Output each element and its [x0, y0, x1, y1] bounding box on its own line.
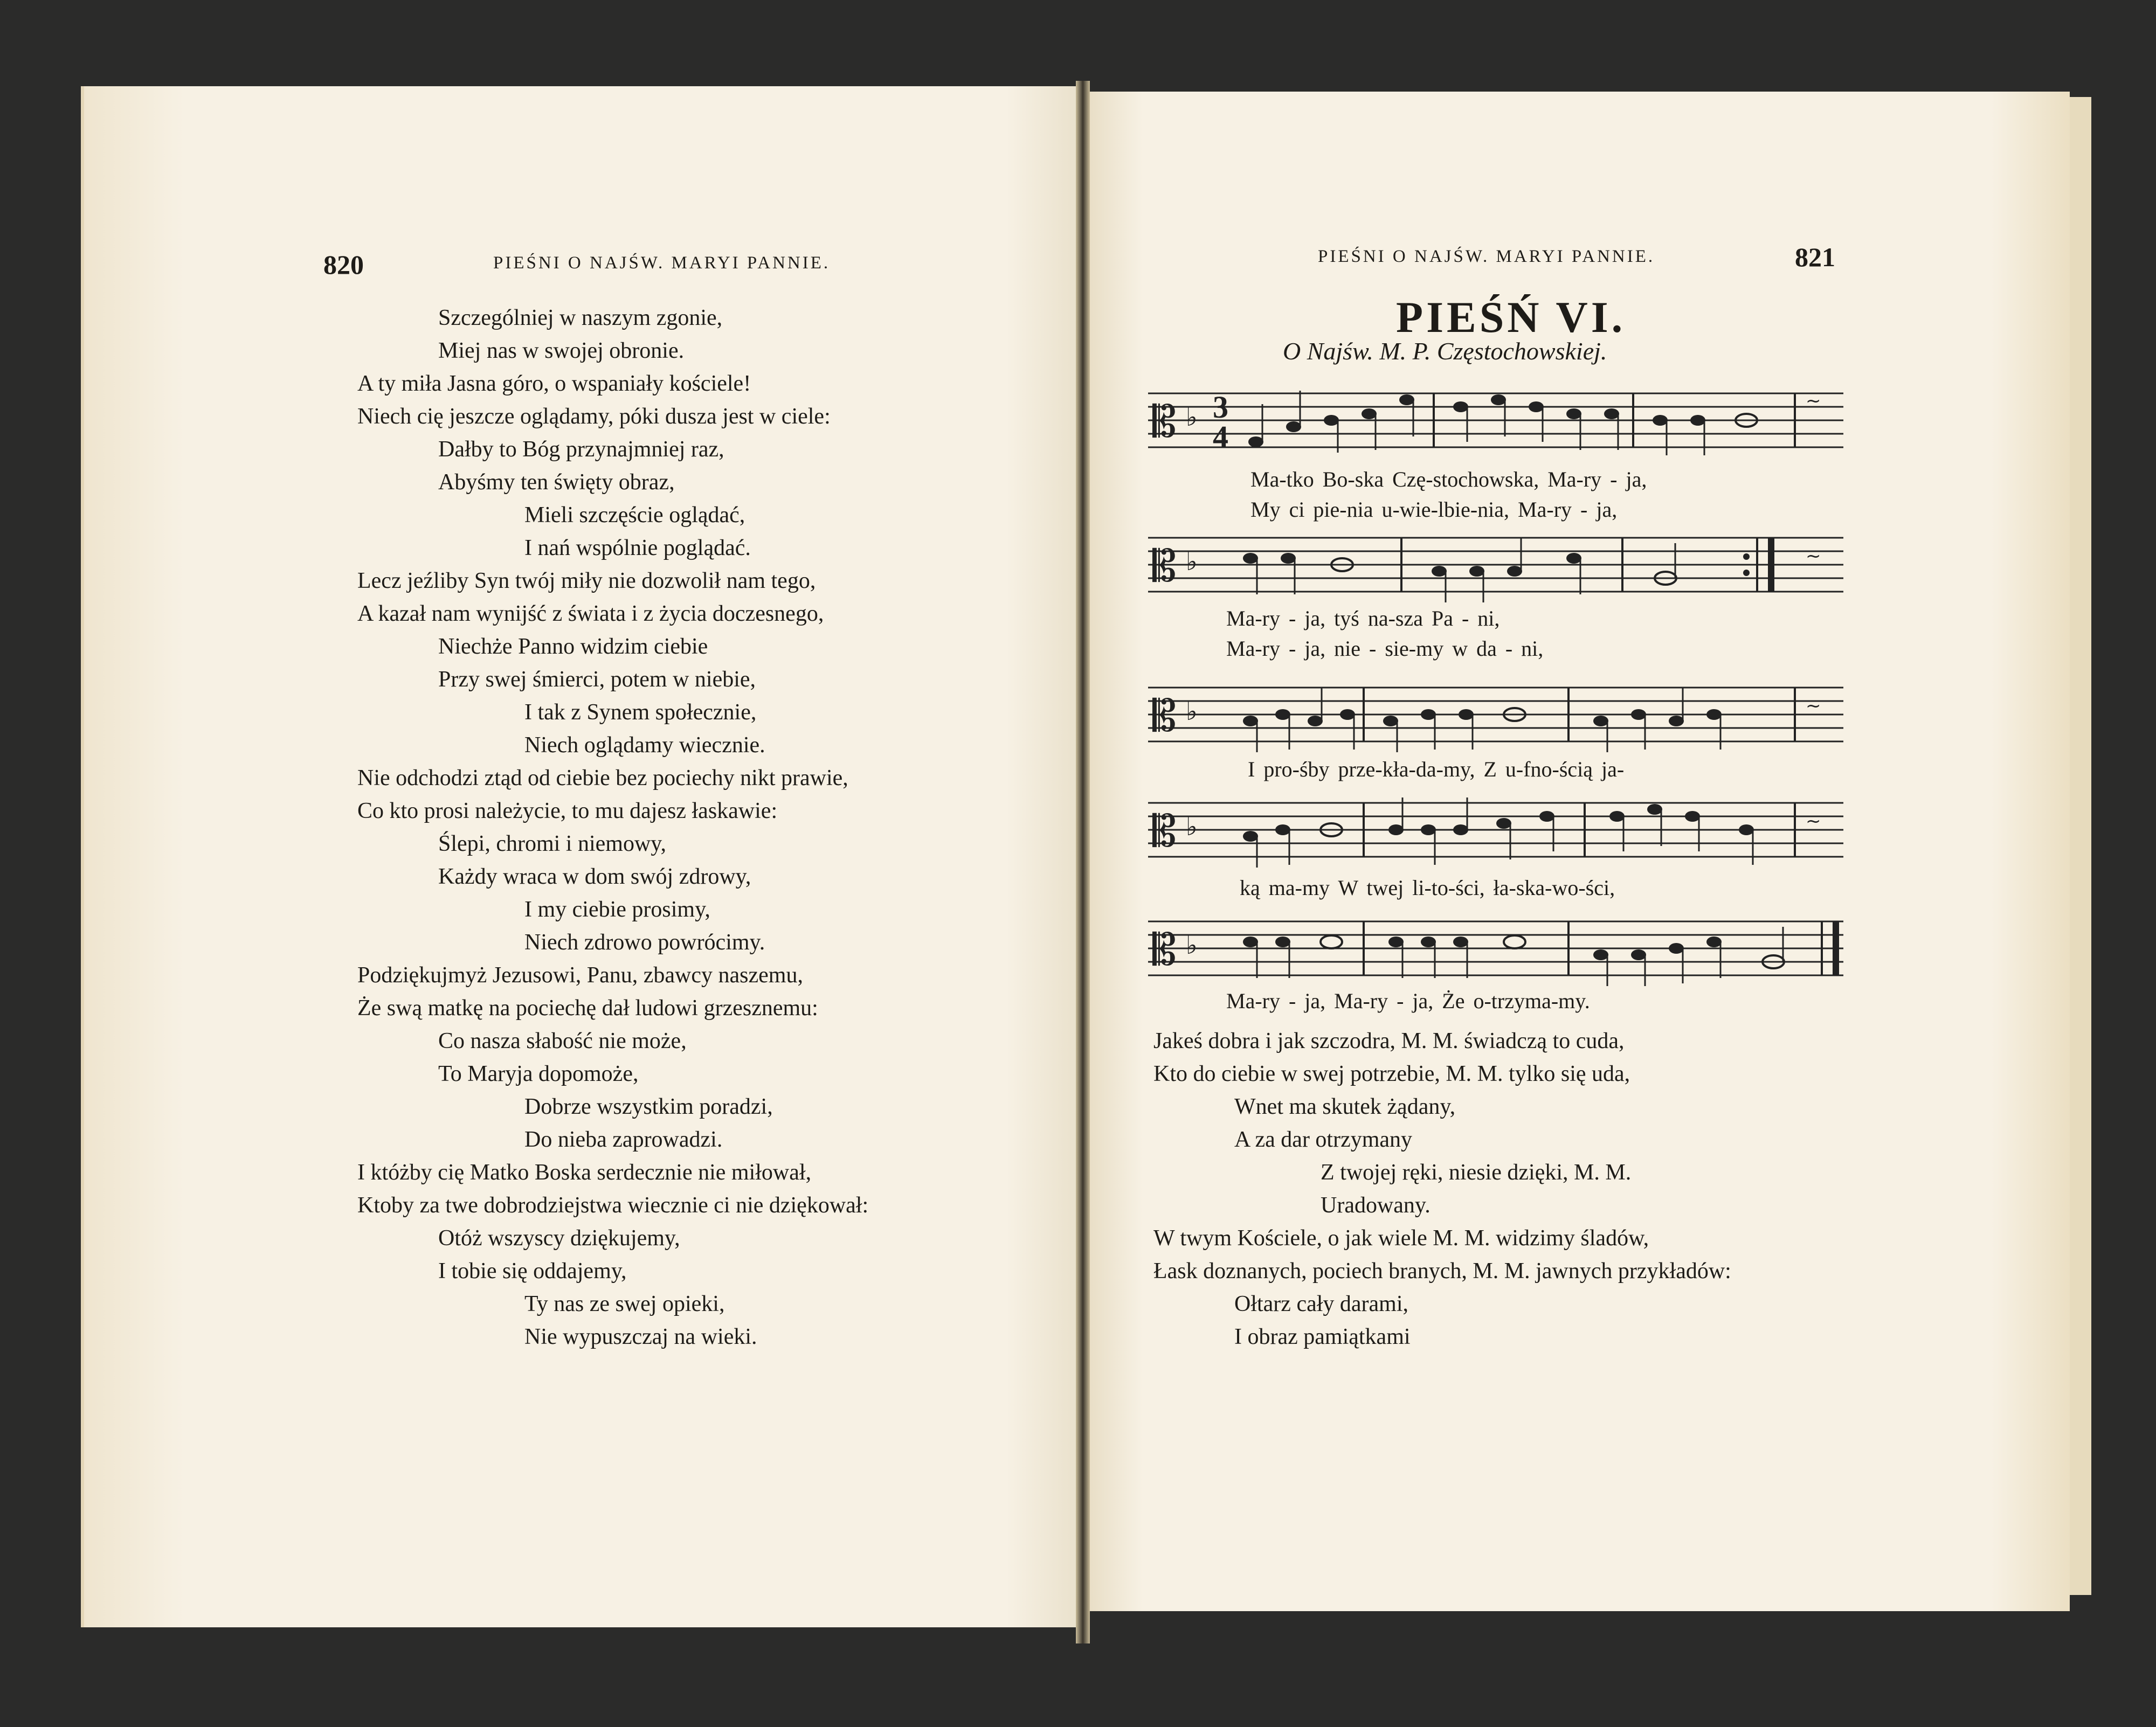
running-head-right: PIEŚNI O NAJŚW. MARYI PANNIE. — [1318, 247, 1655, 266]
verse-line: Co kto prosi należycie, to mu dajesz łaskawie: — [357, 799, 778, 823]
time-signature-bottom: 4 — [1213, 419, 1228, 454]
svg-text:♭: ♭ — [1186, 403, 1198, 432]
verse-line: Jakeś dobra i jak szczodra, M. M. świadczą to cuda, — [1153, 1029, 1625, 1053]
verse-line: Ty nas ze swej opieki, — [524, 1292, 725, 1316]
verse-line: Niechże Panno widzim ciebie — [438, 634, 708, 659]
verse-line: I któżby cię Matko Boska serdecznie nie miłował, — [357, 1160, 812, 1185]
verse-line: Ktoby za twe dobrodziejstwa wiecznie ci nie dziękował: — [357, 1193, 869, 1218]
music-staff-3 — [1148, 677, 1849, 758]
verse-line: Miej nas w swojej obronie. — [438, 338, 685, 363]
verse-line: Kto do ciebie w swej potrzebie, M. M. tylko się uda, — [1153, 1062, 1630, 1086]
verse-line: A ty miła Jasna góro, o wspaniały kościele! — [357, 371, 751, 396]
lyric-line-5: I pro-śby prze-kła-da-my, Z u-fno-ścią ja- — [1248, 757, 1625, 781]
verse-line: Łask doznanych, pociech branych, M. M. jawnych przykładów: — [1153, 1259, 1731, 1284]
verse-line: I tobie się oddajemy, — [438, 1259, 627, 1284]
verse-line: W twym Kościele, o jak wiele M. M. widzimy śladów, — [1153, 1226, 1649, 1251]
lyric-line-1: Ma-tko Bo-ska Czę-stochowska, Ma-ry - ja, — [1250, 467, 1647, 491]
svg-text:~: ~ — [1806, 390, 1821, 412]
verse-line: Dobrze wszystkim poradzi, — [524, 1094, 773, 1119]
svg-text:~: ~ — [1806, 695, 1821, 717]
verse-line: Że swą matkę na pociechę dał ludowi grzesznemu: — [357, 996, 818, 1021]
lyric-line-3: Ma-ry - ja, tyś na-sza Pa - ni, — [1226, 606, 1500, 630]
verse-line: Abyśmy ten święty obraz, — [438, 470, 675, 495]
svg-text:♭: ♭ — [1186, 547, 1198, 576]
song-title: PIEŚŃ VI. — [1396, 293, 1626, 342]
svg-text:♭: ♭ — [1186, 931, 1198, 960]
lyric-line-6: ką ma-my W twej li-to-ści, ła-ska-wo-ści, — [1240, 876, 1615, 900]
page-number-right: 821 — [1795, 242, 1835, 272]
verse-line: Niech cię jeszcze oglądamy, póki dusza jest w ciele: — [357, 404, 831, 429]
verse-line: Do nieba zaprowadzi. — [524, 1127, 723, 1152]
svg-text:♭: ♭ — [1186, 697, 1198, 726]
lyric-line-7: Ma-ry - ja, Ma-ry - ja, Że o-trzyma-my. — [1226, 989, 1590, 1013]
page-edges-right — [2070, 97, 2091, 1595]
verse-line: Co nasza słabość nie może, — [438, 1029, 687, 1053]
verse-line: Uradowany. — [1321, 1193, 1431, 1218]
verse-line: Przy swej śmierci, potem w niebie, — [438, 667, 756, 692]
left-verse-text — [357, 302, 868, 1354]
verse-line: Mieli szczęście oglądać, — [524, 503, 745, 528]
svg-text:~: ~ — [1806, 810, 1821, 832]
verse-line: Nie odchodzi ztąd od ciebie bez pociechy nikt prawie, — [357, 766, 848, 790]
svg-text:𝄡: 𝄡 — [1152, 397, 1177, 447]
music-staff-5 — [1148, 911, 1849, 991]
verse-line: I tak z Synem społecznie, — [524, 700, 757, 725]
verse-line: Ołtarz cały darami, — [1234, 1292, 1408, 1316]
verse-line: I obraz pamiątkami — [1234, 1324, 1411, 1349]
verse-line: Nie wypuszczaj na wieki. — [524, 1324, 757, 1349]
lyric-line-2: My ci pie-nia u-wie-lbie-nia, Ma-ry - ja, — [1250, 497, 1618, 522]
svg-text:𝄡: 𝄡 — [1152, 925, 1177, 975]
verse-line: Lecz jeźliby Syn twój miły nie dozwolił nam tego, — [357, 568, 816, 593]
verse-line: I nań wspólnie poglądać. — [524, 536, 751, 560]
svg-text:♭: ♭ — [1186, 812, 1198, 841]
verse-line: Podziękujmyż Jezusowi, Panu, zbawcy naszemu, — [357, 963, 803, 988]
svg-text:𝄡: 𝄡 — [1152, 541, 1177, 591]
svg-text:~: ~ — [1806, 545, 1821, 567]
verse-line: Z twojej ręki, niesie dzięki, M. M. — [1321, 1160, 1632, 1185]
verse-line: A kazał nam wynijść z świata i z życia doczesnego, — [357, 601, 824, 626]
verse-line: Ślepi, chromi i niemowy, — [438, 831, 667, 856]
svg-text:𝄡: 𝄡 — [1152, 691, 1177, 741]
time-signature-top: 3 — [1213, 390, 1228, 425]
verse-line: Każdy wraca w dom swój zdrowy, — [438, 864, 751, 889]
lyric-line-4: Ma-ry - ja, nie - sie-my w da - ni, — [1226, 636, 1544, 661]
verse-line: I my ciebie prosimy, — [524, 897, 710, 922]
music-staff-4 — [1148, 792, 1849, 873]
book-gutter — [1076, 81, 1090, 1643]
song-subtitle: O Najśw. M. P. Częstochowskiej. — [1283, 337, 1607, 365]
verse-line: Dałby to Bóg przynajmniej raz, — [438, 437, 724, 462]
verse-line: To Maryja dopomoże, — [438, 1062, 639, 1086]
music-staff-1 — [1148, 383, 1849, 463]
music-staff-2 — [1148, 527, 1849, 608]
verse-line: Wnet ma skutek żądany, — [1234, 1094, 1456, 1119]
verse-line: Niech oglądamy wiecznie. — [524, 733, 765, 758]
verse-line: Niech zdrowo powrócimy. — [524, 930, 765, 955]
right-verse-text — [1153, 1025, 1731, 1354]
verse-line: A za dar otrzymany — [1234, 1127, 1413, 1152]
running-head-left: PIEŚNI O NAJŚW. MARYI PANNIE. — [493, 253, 831, 273]
verse-line: Szczególniej w naszym zgonie, — [438, 306, 723, 330]
svg-text:𝄡: 𝄡 — [1152, 806, 1177, 856]
verse-line: Otóż wszyscy dziękujemy, — [438, 1226, 680, 1251]
page-number-left: 820 — [323, 249, 364, 280]
